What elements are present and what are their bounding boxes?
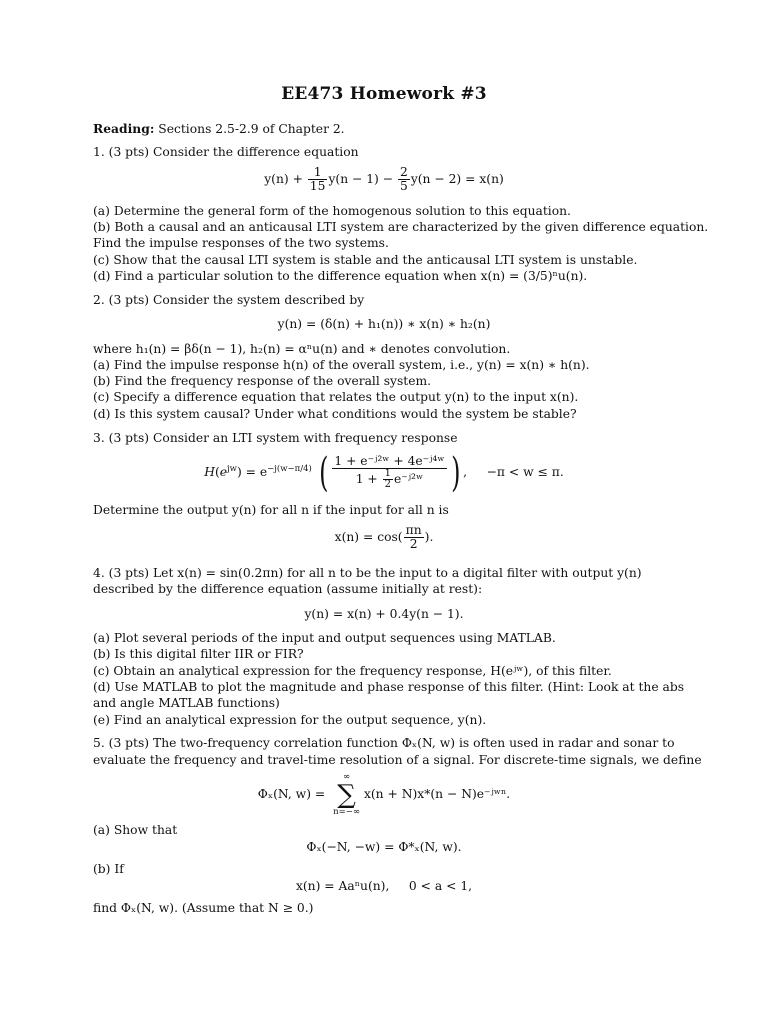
problem2-part-a: (a) Find the impulse response h(n) of the overall system, i.e., y(n) = x(n) ∗ h(n). <box>93 358 590 372</box>
problem2-where: where h₁(n) = βδ(n − 1), h₂(n) = αⁿu(n) and ∗ denotes convolution. <box>93 342 511 356</box>
problem1-part-c: (c) Show that the causal LTI system is stable and the anticausal LTI system is unstable. <box>93 253 638 267</box>
problem4-part-d-line1: (d) Use MATLAB to plot the magnitude and phase response of this filter. (Hint: Look at the abs <box>93 680 685 694</box>
problem1-part-d: (d) Find a particular solution to the difference equation when x(n) = (3/5)ⁿu(n). <box>93 269 588 283</box>
problem5-line2: evaluate the frequency and travel-time resolution of a signal. For discrete-time signals, we define <box>93 753 702 767</box>
p5-sum-bottom: n=−∞ <box>333 806 360 817</box>
p3-input-num: πn <box>405 523 422 537</box>
problem4-part-c: (c) Obtain an analytical expression for the frequency response, H(eʲʷ), of this filter. <box>93 664 612 678</box>
problem1-equation <box>0 166 768 193</box>
p3-den-half <box>383 469 393 490</box>
problem5-find: find Φₓ(N, w). (Assume that N ≥ 0.) <box>93 901 314 915</box>
problem2-part-c: (c) Specify a difference equation that relates the output y(n) to the input x(n). <box>93 390 579 404</box>
problem1-intro: 1. (3 pts) Consider the difference equation <box>93 145 359 159</box>
problem5-equation <box>0 772 768 817</box>
problem4-part-b: (b) Is this digital filter IIR or FIR? <box>93 647 304 661</box>
problem4-equation: y(n) = x(n) + 0.4y(n − 1). <box>304 607 464 621</box>
problem2-part-b: (b) Find the frequency response of the overall system. <box>93 374 432 388</box>
page-title: EE473 Homework #3 <box>281 84 487 104</box>
p3-eq-mid-sup: −j(w−π/4) <box>267 463 312 474</box>
p3-eq-numerator: 1 + e⁻ʲ²ʷ + 4e⁻ʲ⁴ʷ <box>334 454 445 468</box>
p5-summation <box>333 773 360 817</box>
reading-text: Sections 2.5-2.9 of Chapter 2. <box>158 122 345 136</box>
p5-sum-top: ∞ <box>342 771 351 782</box>
p1-frac1-den: 15 <box>309 179 326 193</box>
problem5-equation-a: Φₓ(−N, −w) = Φ*ₓ(N, w). <box>306 840 462 854</box>
p3-eq-denominator <box>332 469 446 490</box>
p1-frac2-den: 5 <box>399 179 408 193</box>
p1-eq-fraction-2 <box>398 166 410 193</box>
p3-input-lhs: x(n) = cos( <box>334 530 403 544</box>
problem4-part-e: (e) Find an analytical expression for the output sequence, y(n). <box>93 713 487 727</box>
p3-den-b: e⁻ʲ²ʷ <box>394 472 424 486</box>
p3-half-num: 1 <box>384 468 392 479</box>
p3-den-a: 1 + <box>355 472 382 486</box>
problem2-part-d: (d) Is this system causal? Under what conditions would the system be stable? <box>93 407 577 421</box>
p3-right-paren: ) <box>450 449 461 496</box>
p1-eq-part-a: y(n) + <box>264 172 307 186</box>
p5-eq-rhs: x(n + N)x*(n − N)e⁻ʲʷⁿ. <box>363 787 511 801</box>
reading-label: Reading: <box>93 121 155 136</box>
problem3-input-equation <box>0 524 768 551</box>
p1-frac1-num: 1 <box>308 166 328 180</box>
p3-eq-lhs-sup: jw <box>227 463 237 474</box>
problem5-line1: 5. (3 pts) The two-frequency correlation function Φₓ(N, w) is often used in radar and sonar to <box>93 736 675 750</box>
problem2-intro: 2. (3 pts) Consider the system described by <box>93 293 365 307</box>
problem1-part-b-line1: (b) Both a causal and an anticausal LTI system are characterized by the given difference equation. <box>93 220 709 234</box>
p3-eq-fraction <box>332 455 446 490</box>
problem4-part-a: (a) Plot several periods of the input and output sequences using MATLAB. <box>93 631 556 645</box>
problem5-part-b: (b) If <box>93 862 124 876</box>
problem3-determine: Determine the output y(n) for all n if the input for all n is <box>93 503 449 517</box>
p3-half-den: 2 <box>384 479 392 490</box>
p3-input-den: 2 <box>409 537 418 551</box>
p5-sum-sign: ∑ <box>337 779 356 810</box>
problem3-equation <box>0 449 768 496</box>
p1-eq-fraction-1 <box>308 166 328 193</box>
problem5-part-a: (a) Show that <box>93 823 178 837</box>
problem2-equation: y(n) = (δ(n) + h₁(n)) ∗ x(n) ∗ h₂(n) <box>277 317 491 331</box>
p3-input-rhs: ). <box>424 530 434 544</box>
problem4-line2: described by the difference equation (assume initially at rest): <box>93 582 483 596</box>
problem5-equation-b: x(n) = Aaⁿu(n), 0 < a < 1, <box>295 879 473 893</box>
problem1-part-b-line2: Find the impulse responses of the two systems. <box>93 236 389 250</box>
p3-eq-range: , −π < w ≤ π. <box>463 465 564 479</box>
problem4-part-d-line2: and angle MATLAB functions) <box>93 696 280 710</box>
problem1-part-a: (a) Determine the general form of the homogenous solution to this equation. <box>93 204 571 218</box>
problem4-line1: 4. (3 pts) Let x(n) = sin(0.2πn) for all n to be the input to a digital filter with output y(n) <box>93 566 642 580</box>
problem3-intro: 3. (3 pts) Consider an LTI system with frequency response <box>93 431 458 445</box>
p3-left-paren: ( <box>318 449 329 496</box>
p1-frac2-num: 2 <box>399 165 408 179</box>
p1-eq-part-c: y(n − 2) = x(n) <box>410 172 504 186</box>
p1-eq-part-b: y(n − 1) − <box>328 172 397 186</box>
p3-eq-mid: ) = e <box>236 465 268 479</box>
reading-line <box>93 121 699 137</box>
p3-eq-lhs: $H(e^{jw}$ <box>204 463 237 479</box>
p5-eq-lhs: Φₓ(N, w) = <box>257 787 330 801</box>
p3-input-fraction <box>404 524 424 551</box>
